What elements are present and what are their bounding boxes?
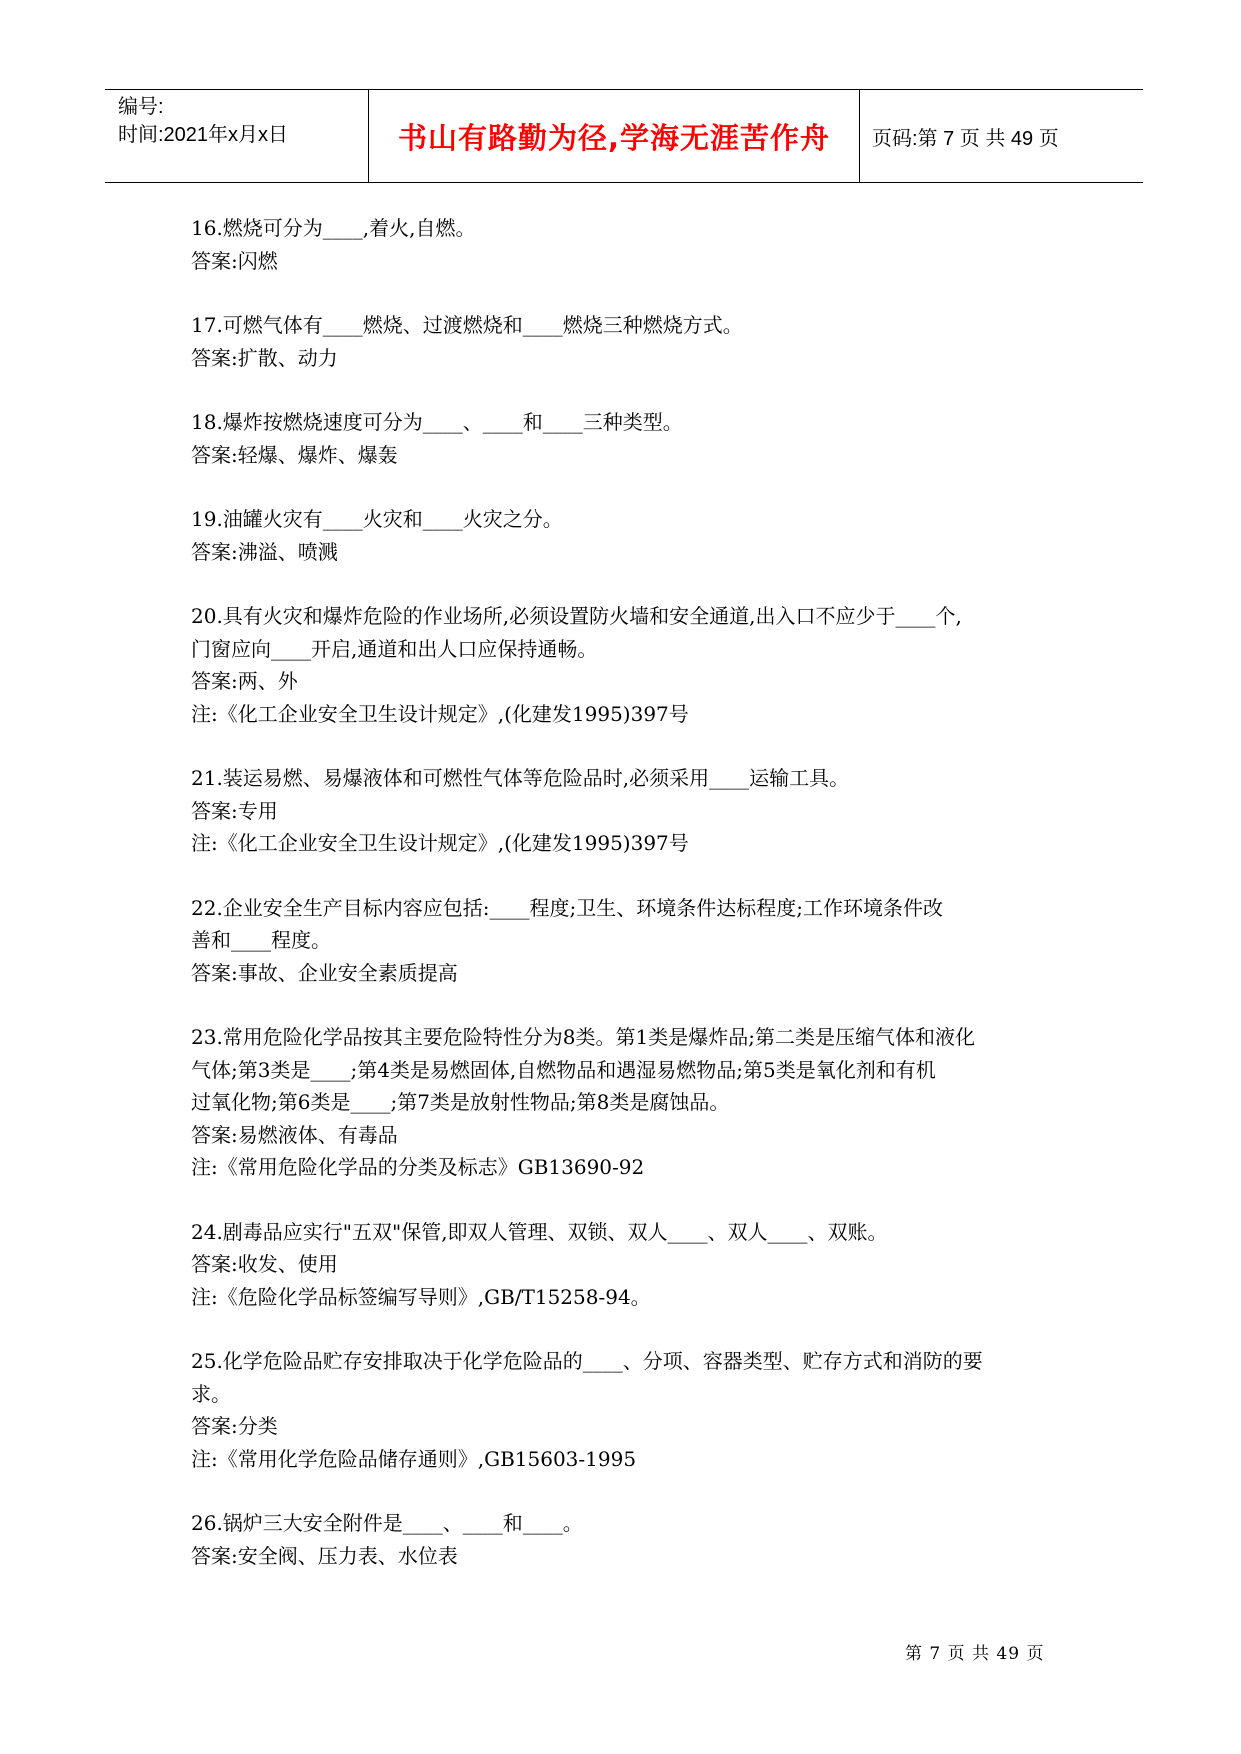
header-page-code: 页码:第 7 页 共 49 页 [872, 127, 1059, 150]
question-item [191, 406, 1071, 471]
page-header [105, 89, 1143, 183]
question-text: 20.具有火灾和爆炸危险的作业场所,必须设置防火墙和安全通道,出入口不应少于____个, [191, 604, 962, 628]
question-text: 25.化学危险品贮存安排取决于化学危险品的____、分项、容器类型、贮存方式和消防的要 [191, 1349, 983, 1373]
header-meta [105, 90, 369, 182]
answer-text: 答案:安全阀、压力表、水位表 [191, 1543, 458, 1568]
question-item [191, 1021, 1071, 1184]
answer-text: 答案:两、外 [191, 669, 298, 693]
question-text: 18.爆炸按燃烧速度可分为____、____和____三种类型。 [191, 410, 683, 434]
answer-text: 答案:易燃液体、有毒品 [191, 1122, 398, 1147]
note-text: 注:《化工企业安全卫生设计规定》,(化建发1995)397号 [191, 831, 689, 855]
question-item [191, 212, 1071, 277]
answer-text: 答案:专用 [191, 798, 278, 823]
question-text: 23.常用危险化学品按其主要危险特性分为8类。第1类是爆炸品;第二类是压缩气体和液化 [191, 1025, 975, 1049]
question-text: 过氧化物;第6类是____;第7类是放射性物品;第8类是腐蚀品。 [191, 1090, 730, 1114]
header-motto: 书山有路勤为径,学海无涯苦作舟 [369, 90, 860, 182]
answer-text: 答案:收发、使用 [191, 1252, 338, 1276]
question-item [191, 1507, 1071, 1572]
question-text: 24.剧毒品应实行"五双"保管,即双人管理、双锁、双人____、双人____、双账。 [191, 1219, 888, 1244]
question-item [191, 1216, 1071, 1314]
question-item [191, 503, 1071, 568]
question-text: 19.油罐火灾有____火灾和____火灾之分。 [191, 507, 563, 531]
answer-text: 答案:轻爆、爆炸、爆轰 [191, 442, 398, 467]
question-item [191, 762, 1071, 860]
page-footer: 第 7 页 共 49 页 [905, 1644, 1045, 1664]
note-text: 注:《化工企业安全卫生设计规定》,(化建发1995)397号 [191, 701, 689, 726]
answer-text: 答案:分类 [191, 1414, 278, 1438]
question-list [191, 212, 1071, 1604]
question-text: 善和____程度。 [191, 928, 331, 952]
question-item [191, 600, 1071, 730]
note-text: 注:《常用化学危险品储存通则》,GB15603-1995 [191, 1446, 637, 1471]
answer-text: 答案:扩散、动力 [191, 345, 338, 370]
id-label: 编号: [118, 96, 164, 118]
question-text: 26.锅炉三大安全附件是____、____和____。 [191, 1511, 583, 1535]
question-text: 22.企业安全生产目标内容应包括:____程度;卫生、环境条件达标程度;工作环境条件改 [191, 895, 944, 920]
answer-text: 答案:闪燃 [191, 248, 278, 273]
time-label: 时间:2021年x月x日 [118, 124, 289, 146]
answer-text: 答案:沸溢、喷溅 [191, 539, 338, 564]
question-item [191, 1345, 1071, 1475]
question-item [191, 309, 1071, 374]
note-text: 注:《危险化学品标签编写导则》,GB/T15258-94。 [191, 1284, 651, 1309]
note-text: 注:《常用危险化学品的分类及标志》GB13690-92 [191, 1155, 645, 1179]
question-text: 门窗应向____开启,通道和出人口应保持通畅。 [191, 636, 598, 661]
question-text: 求。 [191, 1381, 231, 1406]
answer-text: 答案:事故、企业安全素质提高 [191, 960, 458, 985]
question-item [191, 892, 1071, 990]
question-text: 17.可燃气体有____燃烧、过渡燃烧和____燃烧三种燃烧方式。 [191, 313, 743, 337]
question-text: 21.装运易燃、易爆液体和可燃性气体等危险品时,必须采用____运输工具。 [191, 766, 850, 790]
question-text: 气体;第3类是____;第4类是易燃固体,自燃物品和遇湿易燃物品;第5类是氧化剂和有机 [191, 1057, 936, 1082]
question-text: 16.燃烧可分为____,着火,自燃。 [191, 216, 476, 240]
